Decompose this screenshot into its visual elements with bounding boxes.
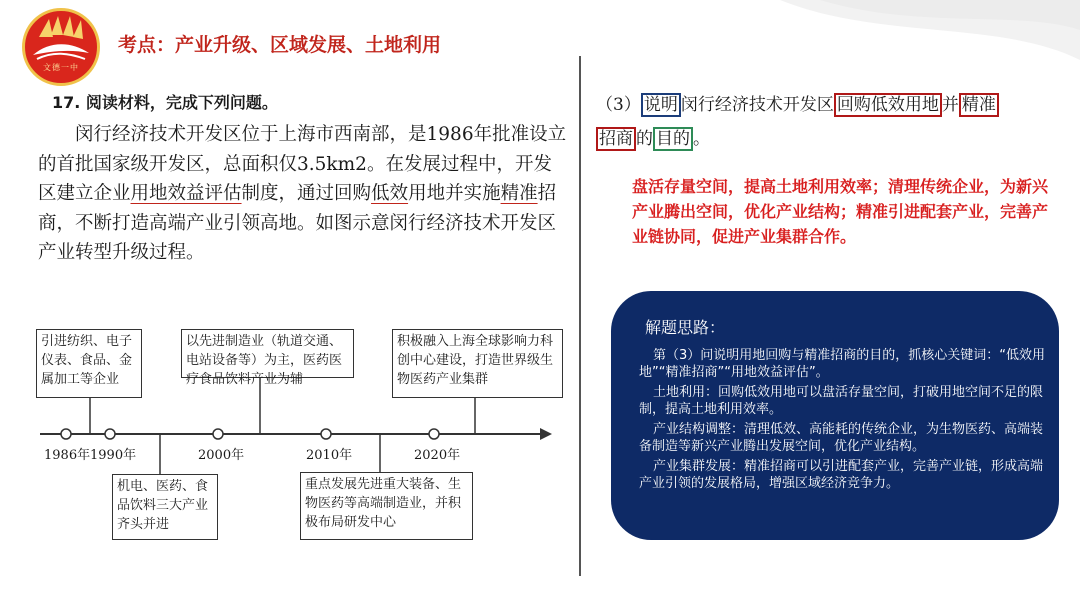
answer-text: 盘活存量空间，提高土地利用效率；清理传统企业，为新兴产业腾出空间，优化产业结构；精准引进配套产业，完善产业链协同，促进产业集群合作。	[632, 177, 1049, 246]
year-marker	[429, 429, 439, 439]
year-marker	[213, 429, 223, 439]
timeline-arrow-icon	[540, 428, 552, 440]
page-title: 考点：产业升级、区域发展、土地利用	[118, 34, 442, 56]
keyword-box-buyback: 回购低效用地	[834, 93, 942, 117]
keyword-box-explain: 说明	[641, 93, 681, 117]
passage-text: 制度，通过回购	[241, 183, 372, 204]
logo-text: 文德一中	[43, 63, 79, 72]
question-text: 。	[693, 129, 710, 149]
timeline-box-2010: 重点发展先进重大装备、生物医药等高端制造业，并积极布局研发中心	[300, 472, 473, 540]
passage-underline-precise: 精准	[500, 183, 538, 204]
timeline-box-1990: 机电、医药、食品饮料三大产业齐头并进	[112, 474, 218, 540]
year-label-1986: 1986年	[44, 448, 91, 463]
question-number: （3）	[596, 95, 641, 115]
year-label-2010: 2010年	[306, 448, 353, 463]
year-marker	[321, 429, 331, 439]
year-label-2020: 2020年	[414, 448, 461, 463]
passage-text: 用地并实施	[408, 183, 501, 204]
year-marker	[105, 429, 115, 439]
hint-line: 产业结构调整：清理低效、高能耗的传统企业，为生物医药、高端装备制造等新兴产业腾出发展空间，优化产业结构。	[639, 422, 1044, 454]
hint-line: 产业集群发展：精准招商可以引进配套产业，完善产业链，形成高端产业引领的发展格局，增强区域经济竞争力。	[639, 459, 1044, 491]
question-3	[596, 88, 1066, 156]
hint-line: 第（3）问说明用地回购与精准招商的目的，抓核心关键词：“低效用地”“精准招商”“用地效益评估”。	[639, 348, 1046, 380]
year-marker	[61, 429, 71, 439]
question-text: 的	[636, 129, 653, 149]
passage-underline-inefficient: 低效	[371, 183, 409, 204]
year-label-1990: 1990年	[90, 448, 137, 463]
passage-text: 闵行经济技术开发区位于上海市西南部，是1986年批准设立的首批国家级开发区，总面积仅3.5km2。在发展过程中，开发区建立企业	[38, 124, 567, 204]
timeline-box-2000: 以先进制造业（轨道交通、电站设备等）为主，医药医疗食品饮料产业为辅	[181, 329, 354, 378]
year-label-2000: 2000年	[198, 448, 245, 463]
keyword-box-purpose: 目的	[653, 127, 693, 151]
passage-underline-evaluation: 用地效益评估	[130, 183, 242, 204]
passage-text: 招商，不断打造高端产业引领高地。如图示意闵行经济技术开发区产业转型升级过程。	[38, 183, 557, 263]
hint-panel	[611, 291, 1059, 540]
question-text: 闵行经济技术开发区	[680, 95, 834, 115]
timeline-box-2020: 积极融入上海全球影响力科创中心建设，打造世界级生物医药产业集群	[392, 329, 563, 398]
timeline-box-1986: 引进纺织、电子仪表、食品、金属加工等企业	[36, 329, 142, 398]
hint-body	[639, 347, 1049, 495]
hint-title: 解题思路：	[645, 318, 726, 337]
question-text: 并	[941, 95, 959, 115]
question-title: 17. 阅读材料，完成下列问题。	[52, 93, 278, 112]
keyword-box-investment: 招商	[596, 127, 636, 151]
keyword-box-precise: 精准	[959, 93, 999, 117]
column-divider	[579, 56, 581, 576]
hint-line: 土地利用：回购低效用地可以盘活存量空间，打破用地空间不足的限制，提高土地利用效率。	[639, 385, 1044, 417]
